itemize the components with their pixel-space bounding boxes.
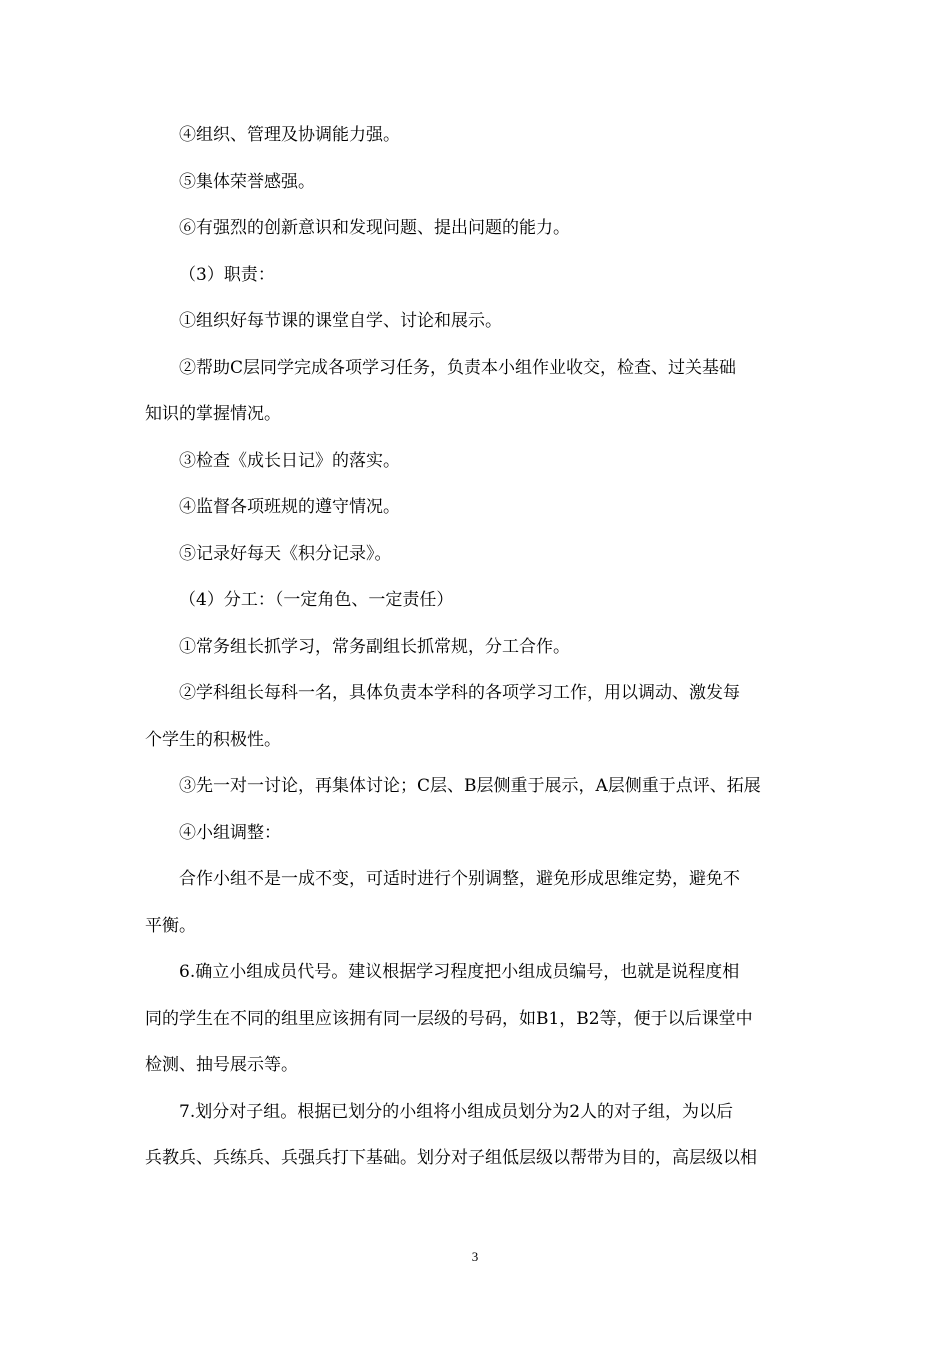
section-heading: （4）分工：（一定角色、一定责任）: [179, 590, 454, 610]
document-body: [145, 112, 809, 1182]
text-line: ④组织、管理及协调能力强。: [179, 125, 400, 145]
text-line: ①常务组长抓学习，常务副组长抓常规，分工合作。: [179, 636, 570, 657]
text-line: 合作小组不是一成不变，可适时进行个别调整，避免形成思维定势，避免不: [179, 869, 740, 889]
text-line: ②帮助C层同学完成各项学习任务，负责本小组作业收交，检查、过关基础: [179, 357, 737, 378]
text-line: 知识的掌握情况。: [145, 404, 281, 424]
text-line: 兵教兵、兵练兵、兵强兵打下基础。划分对子组低层级以帮带为目的，高层级以相: [145, 1148, 757, 1168]
text-line: ⑤记录好每天《积分记录》。: [179, 543, 392, 564]
page-number: 3: [471, 1249, 479, 1264]
text-line: ⑥有强烈的创新意识和发现问题、提出问题的能力。: [179, 218, 570, 238]
text-line: 7.划分对子组。根据已划分的小组将小组成员划分为2人的对子组，为以后: [179, 1101, 734, 1122]
text-line: ④小组调整：: [179, 822, 281, 843]
text-line: ③先一对一讨论，再集体讨论；C层、B层侧重于展示，A层侧重于点评、拓展: [179, 776, 761, 796]
text-line: 个学生的积极性。: [145, 729, 281, 750]
section-heading: （3）职责：: [179, 264, 275, 285]
text-line: ④监督各项班规的遵守情况。: [179, 497, 400, 517]
text-line: 同的学生在不同的组里应该拥有同一层级的号码，如B1，B2等，便于以后课堂中: [145, 1008, 753, 1029]
text-line: 6.确立小组成员代号。建议根据学习程度把小组成员编号，也就是说程度相: [179, 962, 740, 982]
text-line: ③检查《成长日记》的落实。: [179, 450, 400, 471]
text-line: ②学科组长每科一名，具体负责本学科的各项学习工作，用以调动、激发每: [179, 683, 740, 703]
text-line: ①组织好每节课的课堂自学、讨论和展示。: [179, 311, 502, 331]
text-line: 检测、抽号展示等。: [145, 1055, 298, 1075]
text-line: ⑤集体荣誉感强。: [179, 171, 315, 192]
text-line: 平衡。: [145, 915, 196, 936]
